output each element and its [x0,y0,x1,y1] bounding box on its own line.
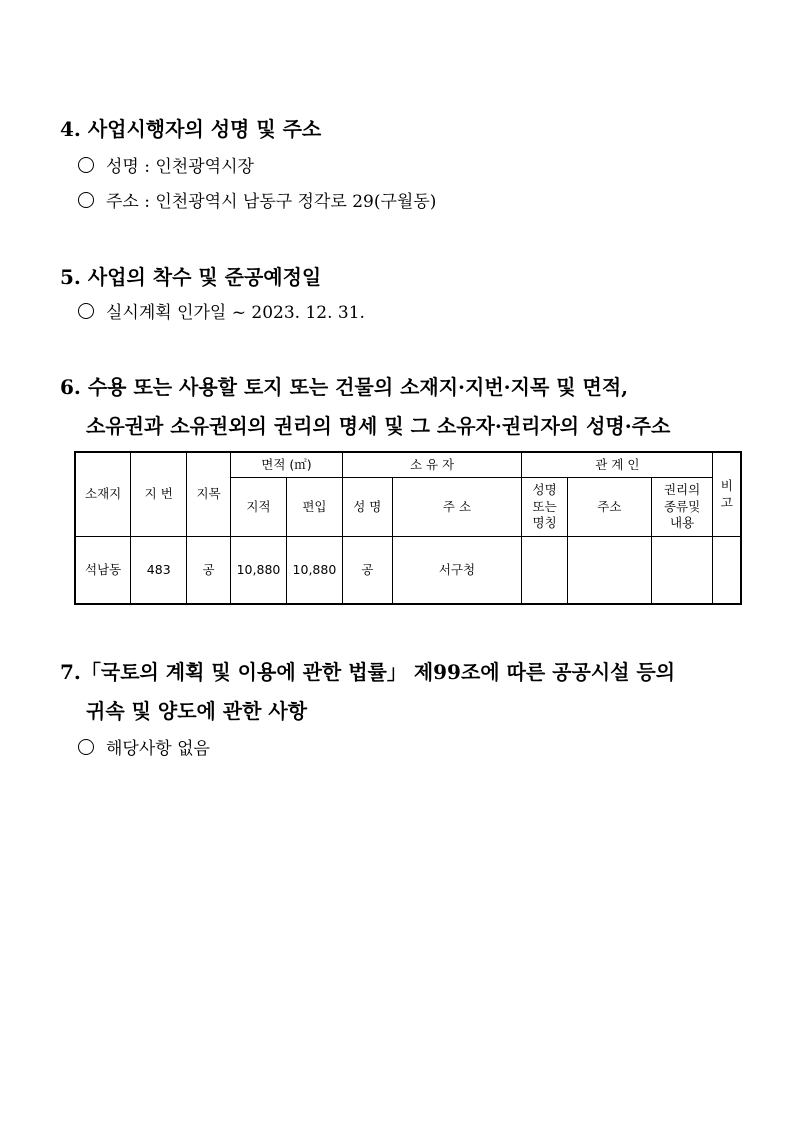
cell-owner-address: 서구청 [392,537,521,605]
section-5-heading: 5. 사업의 착수 및 준공예정일 [60,265,322,289]
header-related-rights: 권리의 종류및 내용 [651,478,713,537]
cell-related-rights [651,537,713,605]
header-location: 소재지 [75,452,131,537]
cell-area-total: 10,880 [231,537,287,605]
header-remarks: 비 고 [713,452,741,537]
cell-lot-number: 483 [131,537,187,605]
header-land-category: 지목 [187,452,231,537]
section-4-heading: 4. 사업시행자의 성명 및 주소 [60,117,322,141]
header-owner-address: 주 소 [392,478,521,537]
cell-related-name [522,537,568,605]
cell-remarks [713,537,741,605]
header-lot-number: 지 번 [131,452,187,537]
table-header-row-1 [75,452,741,478]
section-6-heading-line2: 소유권과 소유권외의 권리의 명세 및 그 소유자·권리자의 성명·주소 [86,414,671,438]
section-7-heading-line2: 귀속 및 양도에 관한 사항 [86,699,308,723]
table-row [75,537,741,605]
cell-land-category: 공 [187,537,231,605]
section-7-item-none [78,734,210,759]
section-6-heading-line1: 6. 수용 또는 사용할 토지 또는 건물의 소재지·지번·지목 및 면적, [60,375,629,399]
header-owner-name: 성 명 [342,478,392,537]
land-table [74,451,742,605]
item-text: 해당사항 없음 [106,739,210,759]
cell-location: 석남동 [75,537,131,605]
header-related-group: 관 계 인 [522,452,713,478]
header-owner-group: 소 유 자 [342,452,521,478]
section-5-item-schedule [78,298,365,323]
circle-bullet-icon [78,739,94,755]
circle-bullet-icon [78,192,94,208]
item-text: 성명 : 인천광역시장 [106,157,254,177]
circle-bullet-icon [78,303,94,319]
item-text: 실시계획 인가일 ~ 2023. 12. 31. [106,303,365,323]
cell-related-address [568,537,652,605]
section-7-heading-line1: 7.「국토의 계획 및 이용에 관한 법률」 제99조에 따른 공공시설 등의 [60,660,676,684]
header-related-address: 주소 [568,478,652,537]
header-area-included: 편입 [286,478,342,537]
header-area-group: 면적 (㎡) [231,452,343,478]
header-area-total: 지적 [231,478,287,537]
cell-owner-name: 공 [342,537,392,605]
circle-bullet-icon [78,157,94,173]
section-4-item-name [78,152,254,177]
item-text: 주소 : 인천광역시 남동구 정각로 29(구월동) [106,192,437,212]
header-related-name: 성명 또는 명칭 [522,478,568,537]
cell-area-included: 10,880 [286,537,342,605]
section-4-item-address [78,187,436,212]
